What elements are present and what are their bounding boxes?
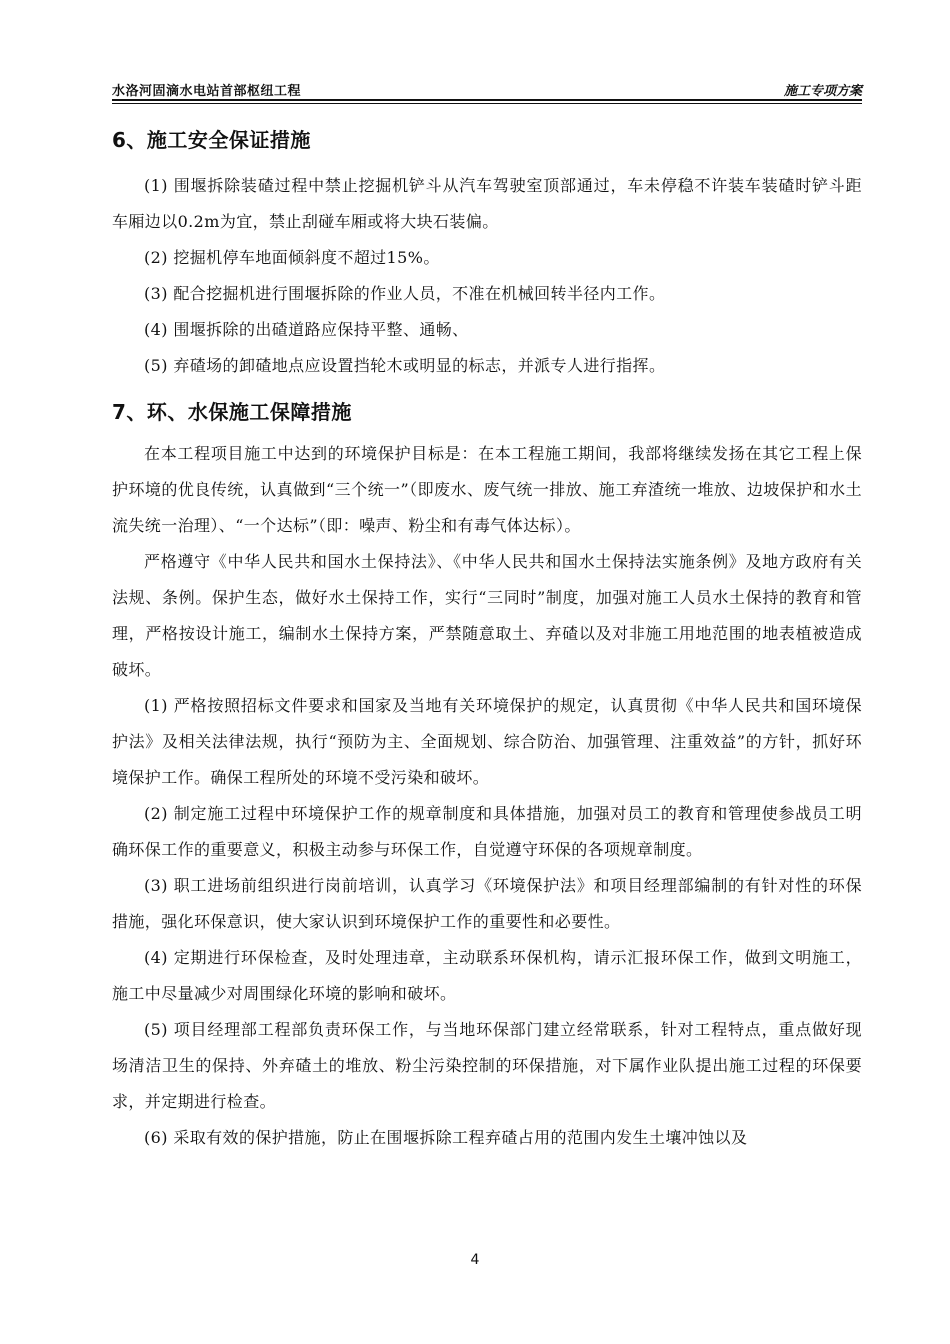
- section-6-heading: 6、施工安全保证措施: [112, 128, 311, 152]
- section-6-item-4: (4) 围堰拆除的出碴道路应保持平整、通畅、: [144, 320, 469, 339]
- section-7-item-5: (5) 项目经理部工程部负责环保工作，与当地环保部门建立经常联系，针对工程特点，重点做好现场清洁卫生的保持、外弃碴土的堆放、粉尘污染控制的环保措施，对下属作业队提出施工过程的环保要求，并定期进行检查。: [112, 1020, 862, 1111]
- header-doc-type: 施工专项方案: [783, 84, 862, 99]
- section-7-heading: 7、环、水保施工保障措施: [112, 400, 352, 424]
- page-header: [112, 78, 862, 100]
- header-rule-thin: [112, 103, 862, 104]
- section-6-item-1: (1) 围堰拆除装碴过程中禁止挖掘机铲斗从汽车驾驶室顶部通过，车未停稳不许装车装碴时铲斗距车厢边以0.2m为宜，禁止刮碰车厢或将大块石装偏。: [112, 176, 862, 231]
- header-rule-thick: [112, 99, 862, 101]
- section-7-item-2: (2) 制定施工过程中环境保护工作的规章制度和具体措施，加强对员工的教育和管理使参战员工明确环保工作的重要意义，积极主动参与环保工作，自觉遵守环保的各项规章制度。: [112, 804, 862, 859]
- header-project-title: 水洛河固滴水电站首部枢纽工程: [112, 84, 302, 99]
- section-7-item-4: (4) 定期进行环保检查，及时处理违章，主动联系环保机构，请示汇报环保工作，做到文明施工，施工中尽量减少对周围绿化环境的影响和破坏。: [112, 948, 862, 1003]
- section-7-item-3: (3) 职工进场前组织进行岗前培训，认真学习《环境保护法》和项目经理部编制的有针对性的环保措施，强化环保意识，使大家认识到环境保护工作的重要性和必要性。: [112, 876, 862, 931]
- section-6-item-2: (2) 挖掘机停车地面倾斜度不超过15%。: [144, 248, 440, 267]
- page-number: 4: [470, 1252, 480, 1268]
- section-7-item-6: (6) 采取有效的保护措施，防止在围堰拆除工程弃碴占用的范围内发生土壤冲蚀以及: [144, 1128, 748, 1147]
- section-7-law-paragraph: 严格遵守《中华人民共和国水土保持法》、《中华人民共和国水土保持法实施条例》及地方政府有关法规、条例。保护生态，做好水土保持工作，实行“三同时”制度，加强对施工人员水土保持的教育和管理，严格按设计施工，编制水土保持方案，严禁随意取土、弃碴以及对非施工用地范围的地表植被造成破坏。: [112, 552, 862, 679]
- page-body: [112, 120, 862, 1156]
- section-6-item-3: (3) 配合挖掘机进行围堰拆除的作业人员，不准在机械回转半径内工作。: [144, 284, 666, 303]
- section-6-item-5: (5) 弃碴场的卸碴地点应设置挡轮木或明显的标志，并派专人进行指挥。: [144, 356, 666, 375]
- section-7-intro-paragraph: 在本工程项目施工中达到的环境保护目标是：在本工程施工期间，我部将继续发扬在其它工程上保护环境的优良传统，认真做到“三个统一”（即废水、废气统一排放、施工弃渣统一堆放、边坡保护和水土流失统一治理）、“一个达标”（即：噪声、粉尘和有毒气体达标）。: [112, 444, 862, 535]
- section-7-item-1: (1) 严格按照招标文件要求和国家及当地有关环境保护的规定，认真贯彻《中华人民共和国环境保护法》及相关法律法规，执行“预防为主、全面规划、综合防治、加强管理、注重效益”的方针，抓好环境保护工作。确保工程所处的环境不受污染和破坏。: [112, 696, 862, 787]
